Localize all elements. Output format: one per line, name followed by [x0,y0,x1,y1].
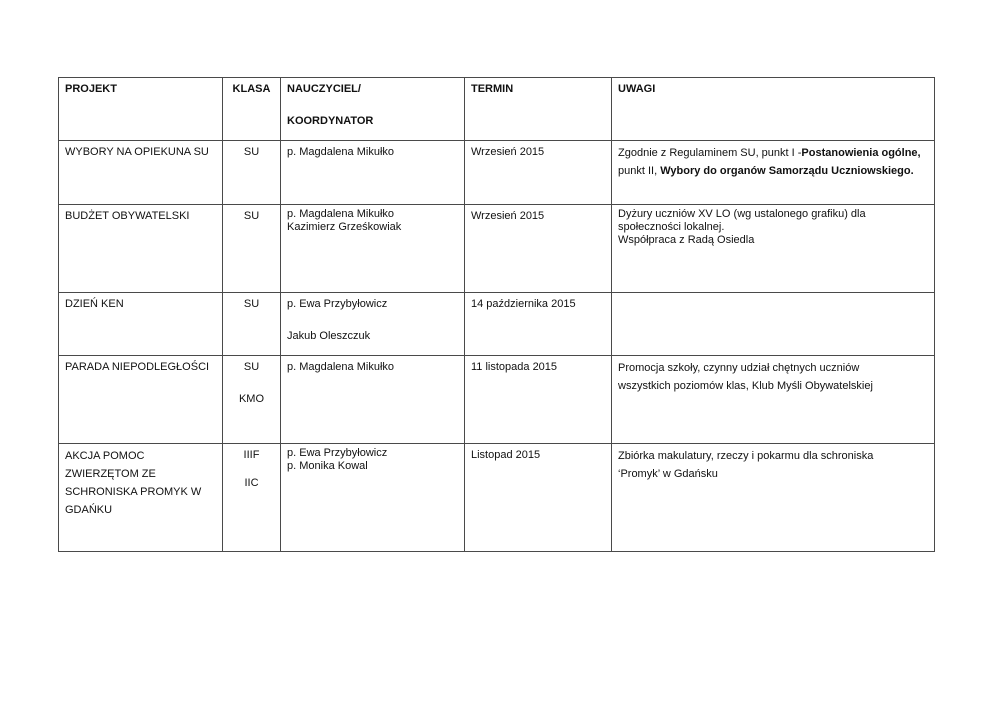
table-row [59,444,935,552]
cell-uwagi [612,293,935,356]
header-nauczyciel-label: NAUCZYCIEL/ [287,83,361,95]
projekt-text: BUDŻET OBYWATELSKI [65,210,190,222]
cell-projekt [59,293,223,356]
table-row [59,293,935,356]
table-row [59,356,935,444]
uwagi-text: Promocja szkoły, czynny udział chętnych uczniów [618,362,860,374]
termin-text: Listopad 2015 [471,449,541,461]
cell-nauczyciel [281,444,465,552]
uwagi-bold-text: Wybory do organów Samorządu Uczniowskiego. [660,165,914,177]
header-klasa-label: KLASA [232,83,271,95]
projekt-text: DZIEŃ KEN [65,298,124,310]
table-row [59,141,935,205]
table-row [59,205,935,293]
cell-uwagi [612,205,935,293]
cell-termin [465,141,612,205]
uwagi-text: ‘Promyk’ w Gdańsku [618,468,718,480]
header-projekt [59,78,223,141]
klasa-text: SU [243,361,260,373]
cell-klasa [223,293,281,356]
uwagi-text: Dyżury uczniów XV LO (wg ustalonego grafiku) dla [618,208,866,220]
cell-uwagi [612,444,935,552]
uwagi-bold-text: Postanowienia ogólne, [801,147,921,159]
cell-projekt [59,356,223,444]
projekt-text: AKCJA POMOC [65,450,145,462]
projekt-text: SCHRONISKA PROMYK W [65,486,202,498]
projekt-text: ZWIERZĘTOM ZE [65,468,156,480]
cell-klasa [223,141,281,205]
nauczyciel-text: p. Ewa Przybyłowicz [287,447,388,459]
table-header-row [59,78,935,141]
uwagi-text: punkt II, [618,165,661,177]
cell-projekt [59,444,223,552]
cell-uwagi [612,356,935,444]
header-uwagi [612,78,935,141]
klasa-text: KMO [238,393,265,405]
cell-nauczyciel [281,293,465,356]
cell-klasa [223,356,281,444]
termin-text: 11 listopada 2015 [471,361,558,373]
projekt-text: GDAŃKU [65,504,113,516]
nauczyciel-text: p. Magdalena Mikułko [287,361,395,373]
klasa-text: IIC [244,477,259,489]
header-nauczyciel [281,78,465,141]
nauczyciel-text: p. Magdalena Mikułko [287,146,395,158]
header-termin [465,78,612,141]
nauczyciel-text: p. Ewa Przybyłowicz [287,298,388,310]
header-termin-label: TERMIN [471,83,514,95]
termin-text: Wrzesień 2015 [471,146,545,158]
header-klasa [223,78,281,141]
termin-text: Wrzesień 2015 [471,210,545,222]
nauczyciel-text: Kazimierz Grześkowiak [287,221,402,233]
klasa-text: SU [243,210,260,222]
uwagi-text: Współpraca z Radą Osiedla [618,234,755,246]
klasa-text: IIIF [243,449,260,461]
projects-table [58,77,935,552]
klasa-text: SU [243,146,260,158]
projekt-text: PARADA NIEPODLEGŁOŚCI [65,361,210,373]
projekt-text: WYBORY NA OPIEKUNA SU [65,146,209,158]
header-projekt-label: PROJEKT [65,83,117,95]
uwagi-text: wszystkich poziomów klas, Klub Myśli Obywatelskiej [618,380,873,392]
uwagi-text: społeczności lokalnej. [618,221,725,233]
cell-klasa [223,205,281,293]
header-uwagi-label: UWAGI [618,83,656,95]
uwagi-text: Zgodnie z Regulaminem SU, punkt I - [618,147,802,159]
nauczyciel-text: p. Monika Kowal [287,460,368,472]
cell-klasa [223,444,281,552]
cell-termin [465,444,612,552]
cell-projekt [59,141,223,205]
termin-text: 14 października 2015 [471,298,576,310]
nauczyciel-text: Jakub Oleszczuk [287,330,371,342]
cell-termin [465,293,612,356]
uwagi-text: Zbiórka makulatury, rzeczy i pokarmu dla schroniska [618,450,874,462]
nauczyciel-text: p. Magdalena Mikułko [287,208,395,220]
cell-nauczyciel [281,356,465,444]
cell-nauczyciel [281,141,465,205]
cell-uwagi [612,141,935,205]
cell-termin [465,205,612,293]
klasa-text: SU [243,298,260,310]
cell-projekt [59,205,223,293]
cell-nauczyciel [281,205,465,293]
header-koordynator-label: KOORDYNATOR [287,115,374,127]
cell-termin [465,356,612,444]
